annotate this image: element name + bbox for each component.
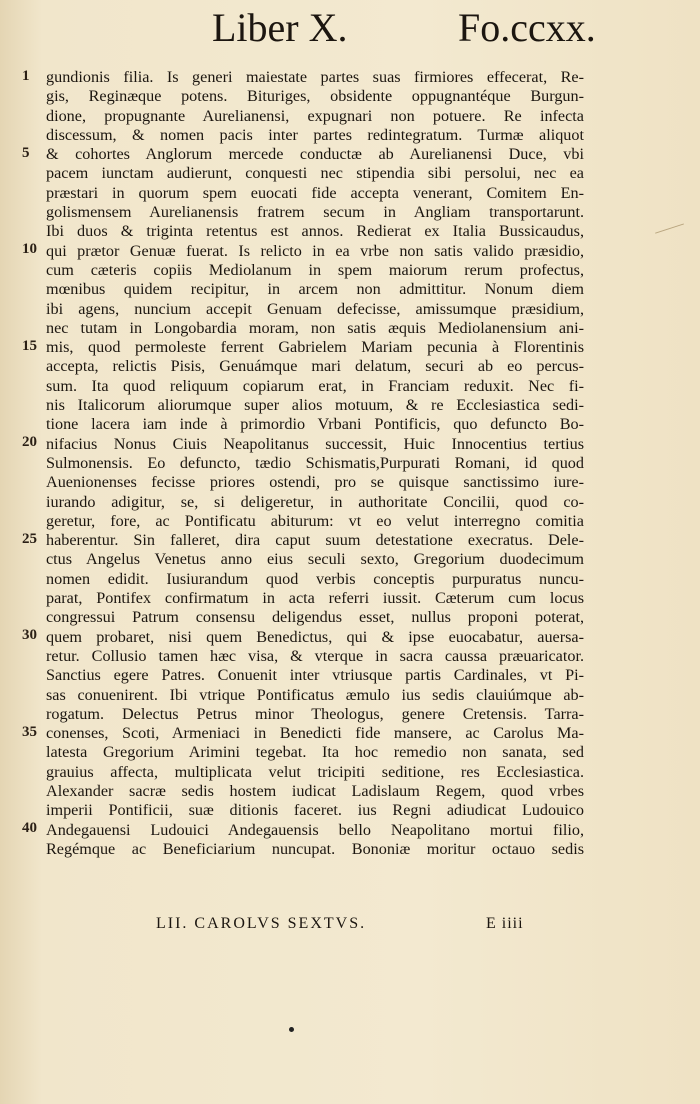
line-number: 20 [22, 434, 37, 450]
text-line: latesta Gregorium Arimini tegebat. Ita hoc remedio non sanata, sed [46, 743, 584, 762]
line-number-marker: 1 [22, 68, 30, 84]
text-line: quem probaret, nisi quem Benedictus, qui & ipse euocabatur, auersa- [46, 627, 584, 646]
text-line: præstari in quorum spem euocati fide accepta venerant, Comitem En- [46, 183, 584, 202]
line-number: 15 [22, 338, 37, 354]
text-line: mis, quod permoleste ferrent Gabrielem Mariam pecunia à Florentinis [46, 338, 584, 357]
text-line: Alexander sacræ sedis hostem iudicat Ladislaum Regem, quod vrbes [46, 781, 584, 800]
text-line: ctus Angelus Venetus anno eius seculi sexto, Gregorium duodecimum [46, 550, 584, 569]
text-line: & cohortes Anglorum mercede conductæ ab Aurelianensi Duce, vbi [46, 145, 584, 164]
line-number: 40 [22, 820, 37, 836]
text-line: Ibi duos & triginta retentus est annos. Redierat ex Italia Bussicaudus, [46, 222, 584, 241]
text-line: conenses, Scoti, Armeniaci in Benedicti fide mansere, ac Carolus Ma- [46, 724, 584, 743]
text-line: imperii Pontificii, suæ ditionis faceret. ius Regni adiudicat Ludouico [46, 801, 584, 820]
text-line: gis, Reginæque potens. Bituriges, obsidente oppugnantéque Burgun- [46, 87, 584, 106]
text-line: sas conuenirent. Ibi vtrique Pontificatus æmulo ius sedis clauiúmque ab- [46, 685, 584, 704]
text-line: Sulmonensis. Eo defuncto, tædio Schismatis,Purpurati Romani, id quod [46, 453, 584, 472]
text-line: nis Italicorum aliorumque super alios motuum, & re Ecclesiastica sedi- [46, 396, 584, 415]
text-line: Auenionenses fecisse priores ostendi, pro se quisque sanctissimo iure- [46, 473, 584, 492]
text-line: rogatum. Delectus Petrus minor Theologus, genere Cretensis. Tarra- [46, 704, 584, 723]
text-line: Andegauensi Ludouici Andegauensis bello Neapolitano mortui filio, [46, 820, 584, 839]
paper-crease [655, 223, 685, 236]
line-number: 30 [22, 627, 37, 643]
text-line: accepta, relictis Pisis, Genuámque mari delatum, securi ab eo percus- [46, 357, 584, 376]
text-line: Regémque ac Beneficiarium nuncupat. Bononiæ moritur octauo sedis [46, 839, 584, 858]
text-line: discessum, & nomen pacis inter partes redintegratum. Turmæ aliquot [46, 125, 584, 144]
text-line: pacem iunctam audierunt, conquesti nec stipendia sibi persolui, nec ea [46, 164, 584, 183]
text-line: nifacius Nonus Ciuis Neapolitanus successit, Huic Innocentius tertius [46, 434, 584, 453]
text-line: retur. Collusio tamen hæc visa, & vterque in sacra caussa præuaricator. [46, 646, 584, 665]
text-line: cum cæteris copiis Mediolanum in spem maiorum rerum profectus, [46, 260, 584, 279]
text-line: parat, Pontifex confirmatum in acta referri iussit. Cæterum cum locus [46, 589, 584, 608]
catchword-title: LII. CAROLVS SEXTVS. [156, 915, 367, 932]
text-line: mœnibus quidem recipitur, in arcem non admittitur. Nonum diem [46, 280, 584, 299]
text-line: iurando adigitur, se, si deligeretur, in authoritate Concilii, quod co- [46, 492, 584, 511]
signature-mark: E iiii [486, 915, 524, 932]
folio-number: Fo.ccxx. [458, 5, 596, 50]
text-line: grauius affecta, multiplicata velut tricipiti seditione, res Ecclesiastica. [46, 762, 584, 781]
text-line: tione lacera iam inde à primordio Vrbani Pontificis, quo defuncto Bo- [46, 415, 584, 434]
body-text [46, 68, 584, 859]
line-number: 35 [22, 724, 37, 740]
text-line: qui prætor Genuæ fuerat. Is relicto in ea vrbe non satis valido præsidio, [46, 241, 584, 260]
line-number: 10 [22, 241, 37, 257]
text-line: nec tutam in Longobardia moram, non satis æquis Mediolanensium ani- [46, 318, 584, 337]
page-footer [156, 915, 556, 933]
text-line: gundionis filia. Is generi maiestate partes suas firmiores effecerat, Re- [46, 68, 584, 86]
text-line: nomen edidit. Iusiurandum quod verbis conceptis purpuratus nuncu- [46, 569, 584, 588]
text-line: golismensem Aurelianensis fratrem secum in Angliam transportarunt. [46, 203, 584, 222]
line-number: 5 [22, 145, 30, 161]
ink-speck [289, 1027, 294, 1032]
text-line: sum. Ita quod reliquum copiarum erat, in Franciam reduxit. Nec fi- [46, 376, 584, 395]
line-number: 25 [22, 531, 37, 547]
running-head [0, 0, 700, 60]
book-title: Liber X. [212, 5, 348, 50]
text-line: dione, propugnante Aurelianensi, expugnari non potuere. Re infecta [46, 106, 584, 125]
text-line: congressui Patrum consensu deligendus esset, nullus proponi poterat, [46, 608, 584, 627]
text-line: geretur, fore, ac Pontificatu abiturum: vt eo velut interregno comitia [46, 511, 584, 530]
text-line: Sanctius egere Patres. Conuenit inter vtriusque partis Cardinales, vt Pi- [46, 666, 584, 685]
text-line: ibi agens, nuncium accepit Genuam defecisse, amissumque præsidium, [46, 299, 584, 318]
text-line: haberentur. Sin falleret, dira caput suum detestatione execratus. Dele- [46, 531, 584, 550]
